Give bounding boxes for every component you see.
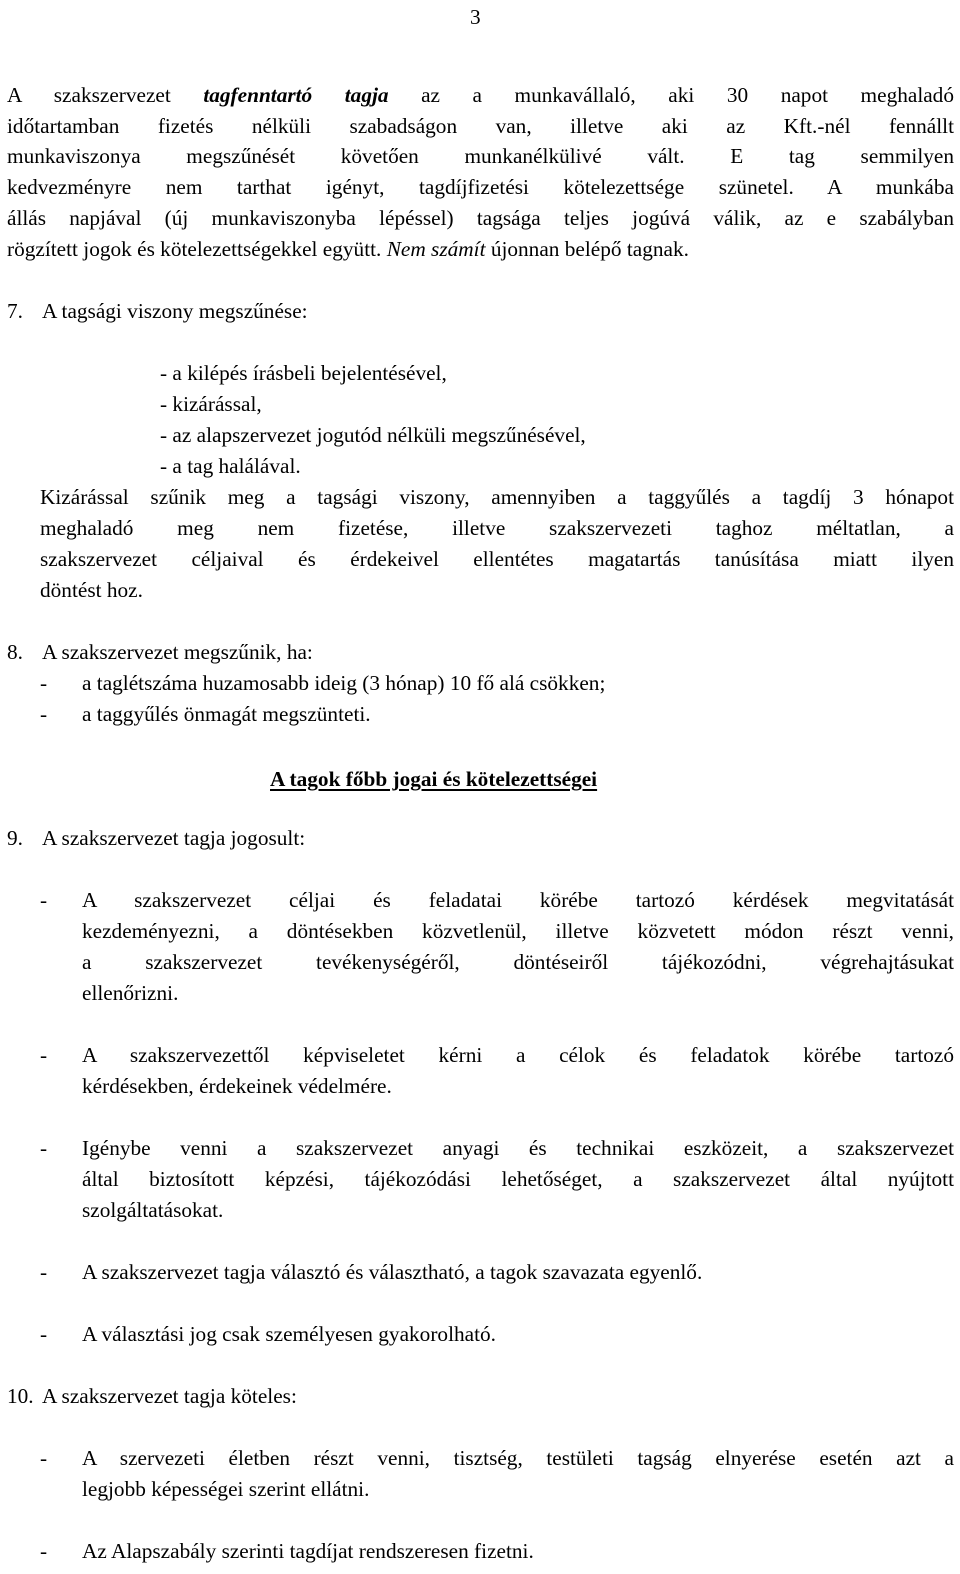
list-item: - kizárással, — [160, 392, 262, 416]
paragraph-line: döntést hoz. — [40, 578, 143, 602]
section-heading: A tagok főbb jogai és kötelezettségei — [270, 767, 598, 791]
dash-bullet: - — [40, 671, 48, 695]
list-item-line: Igénybe venni a szakszervezet anyagi és technikai eszközeit, a szakszervezet — [82, 1136, 954, 1160]
paragraph-line: szakszervezet céljaival és érdekeivel ellentétes magatartás tanúsítása miatt ilyen — [40, 547, 954, 571]
list-item: a taggyűlés önmagát megszünteti. — [82, 702, 371, 726]
dash-bullet: - — [40, 1322, 48, 1346]
list-item-line: A szakszervezet céljai és feladatai körébe tartozó kérdések megvitatását — [82, 888, 954, 912]
list-item-line: kezdeményezni, a döntésekben közvetlenül, illetve közvetett módon részt venni, — [82, 919, 954, 943]
list-item: - az alapszervezet jogutód nélküli megszűnésével, — [160, 423, 586, 447]
section-title: A szakszervezet tagja jogosult: — [42, 826, 306, 850]
section-title: A szakszervezet tagja köteles: — [42, 1384, 297, 1408]
paragraph-line: munkaviszonya megszűnését követően munkanélkülivé vált. E tag semmilyen — [7, 144, 954, 168]
page-number: 3 — [470, 5, 481, 29]
dash-bullet: - — [40, 1043, 48, 1067]
section-title: A szakszervezet megszűnik, ha: — [42, 640, 313, 664]
list-item-line: ellenőrizni. — [82, 981, 179, 1005]
dash-bullet: - — [40, 702, 48, 726]
dash-bullet: - — [40, 1539, 48, 1563]
dash-bullet: - — [40, 888, 48, 912]
italic-phrase: Nem számít — [386, 237, 486, 261]
paragraph-line: Kizárással szűnik meg a tagsági viszony, amennyiben a taggyűlés a tagdíj 3 hónapot — [40, 485, 954, 509]
list-item-line: által biztosított képzési, tájékozódási lehetőséget, a szakszervezet által nyújtott — [82, 1167, 954, 1191]
dash-bullet: - — [40, 1446, 48, 1470]
section-title: A tagsági viszony megszűnése: — [42, 299, 308, 323]
list-item-line: a szakszervezet tevékenységéről, döntéseiről tájékozódni, végrehajtásukat — [82, 950, 954, 974]
paragraph-line: időtartamban fizetés nélküli szabadságon van, illetve aki az Kft.-nél fennállt — [7, 114, 954, 138]
list-item-line: legjobb képességei szerint ellátni. — [82, 1477, 370, 1501]
paragraph-line: A szakszervezet tagfenntartó tagja az a munkavállaló, aki 30 napot meghaladó — [7, 83, 954, 107]
list-item: a taglétszáma huzamosabb ideig (3 hónap) 10 fő alá csökken; — [82, 671, 606, 695]
list-item-line: A szakszervezettől képviseletet kérni a célok és feladatok körébe tartozó — [82, 1043, 954, 1067]
paragraph-line: rögzített jogok és kötelezettségekkel együtt. Nem számít újonnan belépő tagnak. — [7, 237, 689, 261]
paragraph-line: állás napjával (új munkaviszonyba lépéssel) tagsága teljes jogúvá válik, az e szabályban — [7, 206, 954, 230]
term-tagfenntarto: tagfenntartó tagja — [203, 83, 389, 107]
list-item: - a kilépés írásbeli bejelentésével, — [160, 361, 447, 385]
list-item: - a tag halálával. — [160, 454, 301, 478]
list-item-line: Az Alapszabály szerinti tagdíjat rendszeresen fizetni. — [82, 1539, 534, 1563]
paragraph-line: meghaladó meg nem fizetése, illetve szakszervezeti taghoz méltatlan, a — [40, 516, 954, 540]
dash-bullet: - — [40, 1260, 48, 1284]
list-item-line: A szakszervezet tagja választó és választható, a tagok szavazata egyenlő. — [82, 1260, 703, 1284]
section-number: 8. — [7, 640, 23, 664]
list-item-line: A szervezeti életben részt venni, tisztség, testületi tagság elnyerése esetén azt a — [82, 1446, 954, 1470]
dash-bullet: - — [40, 1136, 48, 1160]
section-number: 9. — [7, 826, 23, 850]
section-number: 7. — [7, 299, 23, 323]
list-item-line: szolgáltatásokat. — [82, 1198, 224, 1222]
list-item-line: A választási jog csak személyesen gyakorolható. — [82, 1322, 496, 1346]
paragraph-line: kedvezményre nem tarthat igényt, tagdíjfizetési kötelezettsége szünetel. A munkába — [7, 175, 954, 199]
section-number: 10. — [7, 1384, 34, 1408]
list-item-line: kérdésekben, érdekeinek védelmére. — [82, 1074, 392, 1098]
